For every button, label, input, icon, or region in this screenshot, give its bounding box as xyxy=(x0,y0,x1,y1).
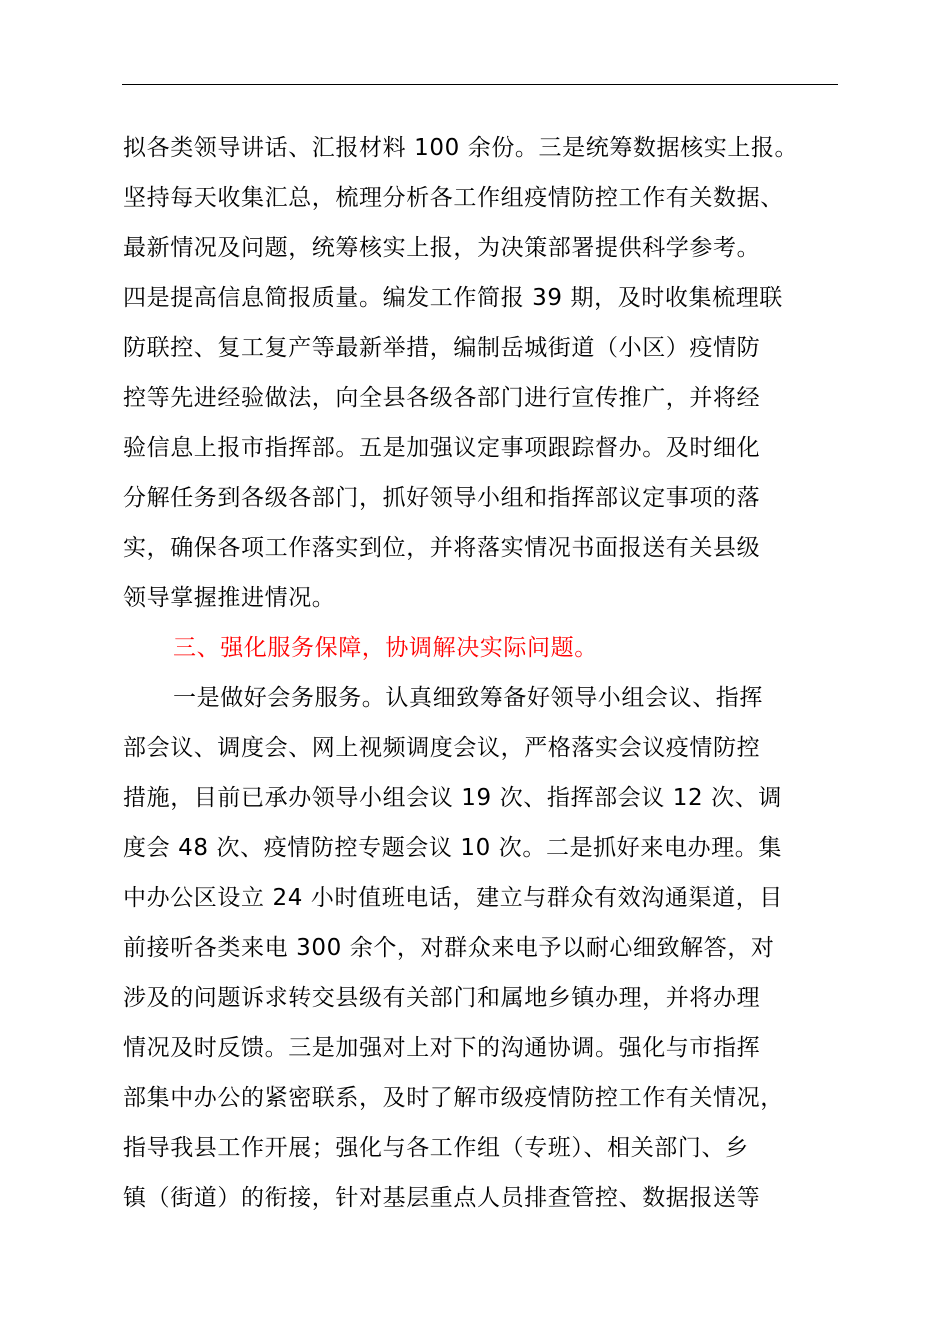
text-line: 防联控、复工复产等最新举措，编制岳城街道（小区）疫情防 xyxy=(123,335,761,361)
text-line: 前接听各类来电 300 余个，对群众来电予以耐心细致解答，对 xyxy=(123,935,775,961)
text-line: 措施，目前已承办领导小组会议 19 次、指挥部会议 12 次、调 xyxy=(123,785,782,811)
text-line: 四是提高信息简报质量。编发工作简报 39 期，及时收集梳理联 xyxy=(123,285,783,311)
text-line: 领导掌握推进情况。 xyxy=(123,585,336,611)
text-line: 镇（街道）的衔接，针对基层重点人员排查管控、数据报送等 xyxy=(123,1185,761,1211)
text-line: 中办公区设立 24 小时值班电话，建立与群众有效沟通渠道，目 xyxy=(123,885,783,911)
text-line: 部集中办公的紧密联系，及时了解市级疫情防控工作有关情况， xyxy=(123,1085,784,1111)
text-line: 分解任务到各级各部门，抓好领导小组和指挥部议定事项的落 xyxy=(123,485,761,511)
text-line: 拟各类领导讲话、汇报材料 100 余份。三是统筹数据核实上报。 xyxy=(123,135,799,161)
text-line: 实，确保各项工作落实到位，并将落实情况书面报送有关县级 xyxy=(123,535,761,561)
text-line: 度会 48 次、疫情防控专题会议 10 次。二是抓好来电办理。集 xyxy=(123,835,782,861)
header-rule xyxy=(122,84,838,85)
text-line: 验信息上报市指挥部。五是加强议定事项跟踪督办。及时细化 xyxy=(123,435,761,461)
text-line: 坚持每天收集汇总，梳理分析各工作组疫情防控工作有关数据、 xyxy=(123,185,784,211)
text-line: 涉及的问题诉求转交县级有关部门和属地乡镇办理，并将办理 xyxy=(123,985,761,1011)
text-line: 部会议、调度会、网上视频调度会议，严格落实会议疫情防控 xyxy=(123,735,761,761)
text-line: 最新情况及问题，统筹核实上报，为决策部署提供科学参考。 xyxy=(123,235,761,261)
text-line: 控等先进经验做法，向全县各级各部门进行宣传推广，并将经 xyxy=(123,385,761,411)
text-line: 情况及时反馈。三是加强对上对下的沟通协调。强化与市指挥 xyxy=(123,1035,761,1061)
text-line: 一是做好会务服务。认真细致筹备好领导小组会议、指挥 xyxy=(173,685,763,711)
section-heading: 三、强化服务保障，协调解决实际问题。 xyxy=(173,635,598,661)
text-line: 指导我县工作开展；强化与各工作组（专班）、相关部门、乡 xyxy=(123,1135,749,1161)
